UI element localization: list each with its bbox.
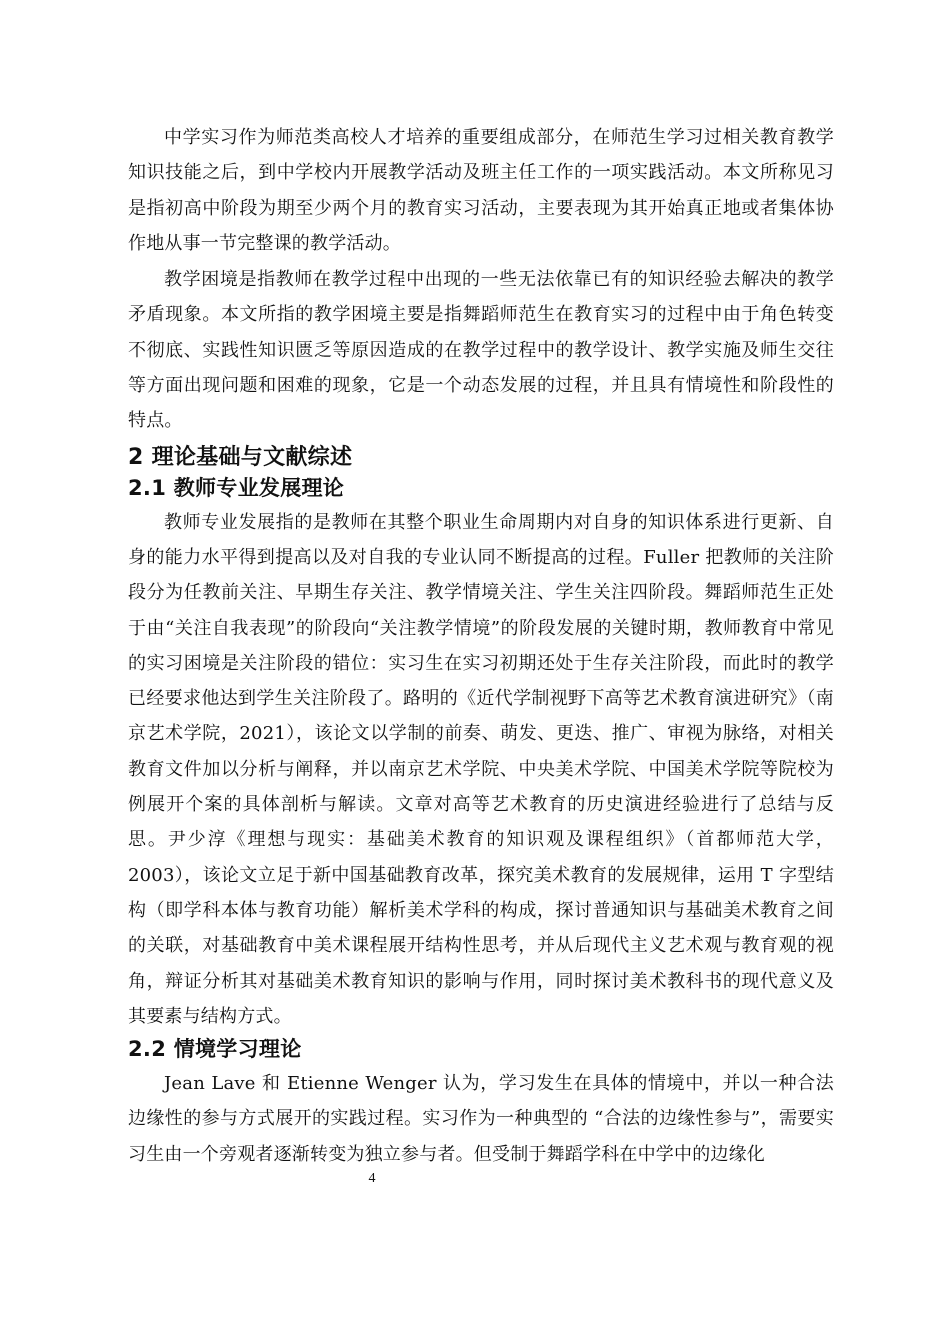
paragraph-situated-learning: Jean Lave 和 Etienne Wenger 认为，学习发生在具体的情境中，并以一种合法边缘性的参与方式展开的实践过程。实习作为一种典型的 “合法的边缘性参与”，需要实习生由一个旁观者逐渐转变为独立参与者。但受制于舞蹈学科在中学中的边缘化 (128, 1073, 834, 1165)
subsection-heading-situated-learning: 2.2 情境学习理论 (128, 1037, 302, 1062)
document-page (128, 120, 834, 1172)
paragraph-teacher-development: 教师专业发展指的是教师在其整个职业生命周期内对自身的知识体系进行更新、自身的能力水平得到提高以及对自我的专业认同不断提高的过程。Fuller 把教师的关注阶段分为任教前关注、早期生存关注、教学情境关注、学生关注四阶段。舞蹈师范生正处于由“关注自我表现”的阶段向“关注教学情境”的阶段发展的关键时期，教师教育中常见的实习困境是关注阶段的错位：实习生在实习初期还处于生存关注阶段，而此时的教学已经要求他达到学生关注阶段了。路明的《近代学制视野下高等艺术教育演进研究》（南京艺术学院，2021），该论文以学制的前奏、萌发、更迭、推广、审视为脉络，对相关教育文件加以分析与阐释，并以南京艺术学院、中央美术学院、中国美术学院等院校为例展开个案的具体剖析与解读。文章对高等艺术教育的历史演进经验进行了总结与反思。尹少淳《理想与现实：基础美术教育的知识观及课程组织》（首都师范大学，2003），该论文立足于新中国基础教育改革，探究美术教育的发展规律，运用 T 字型结构（即学科本体与教育功能）解析美术学科的构成，探讨普通知识与基础美术教育之间的关联，对基础教育中美术课程展开结构性思考，并从后现代主义艺术观与教育观的视角，辩证分析其对基础美术教育知识的影响与作用，同时探讨美术教科书的现代意义及其要素与结构方式。 (128, 511, 834, 1027)
page-number: 4 (368, 1171, 376, 1186)
subsection-heading-teacher-development: 2.1 教师专业发展理论 (128, 475, 345, 500)
intro-paragraph-internship: 中学实习作为师范类高校人才培养的重要组成部分，在师范生学习过相关教育教学知识技能之后，到中学校内开展教学活动及班主任工作的一项实践活动。本文所称见习是指初高中阶段为期至少两个月的教育实习活动，主要表现为其开始真正地或者集体协作地从事一节完整课的教学活动。 (128, 127, 834, 254)
section-heading-theory-and-literature: 2 理论基础与文献综述 (128, 444, 353, 470)
intro-paragraph-teaching-dilemma: 教学困境是指教师在教学过程中出现的一些无法依靠已有的知识经验去解决的教学矛盾现象。本文所指的教学困境主要是指舞蹈师范生在教育实习的过程中由于角色转变不彻底、实践性知识匮乏等原因造成的在教学过程中的教学设计、教学实施及师生交往等方面出现问题和困难的现象，它是一个动态发展的过程，并且具有情境性和阶段性的特点。 (128, 269, 834, 432)
